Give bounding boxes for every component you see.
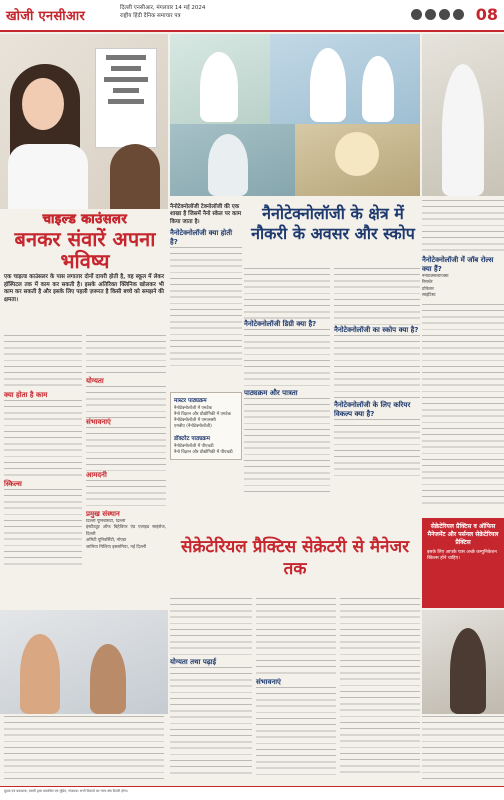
social-icons — [411, 9, 464, 20]
nanotech-col-1 — [244, 268, 330, 494]
job-roles-list — [422, 274, 504, 300]
subhead-what-is: नैनोटेक्नोलॉजी क्या होती है? — [170, 229, 233, 247]
counselor-col-1 — [4, 335, 82, 569]
dateline-text: दिल्ली एनसीआर, मंगलवार 14 मई 2024 — [120, 5, 206, 11]
facebook-icon[interactable] — [411, 9, 422, 20]
list-item: नैनोटेक्नोलॉजी में एमटेक — [174, 406, 212, 411]
nanotech-sidebar — [422, 200, 504, 504]
secretarial-col-1 — [170, 598, 252, 777]
secretarial-box-text: इसके लिए आपके पास अच्छे कम्युनिकेशन स्किल्स होने चाहिए। — [427, 550, 497, 562]
list-item: जामिया मिलिया इस्लामिया, नई दिल्ली — [86, 544, 146, 550]
list-item: नैनो विज्ञान और प्रौद्योगिकी में पीएचडी — [174, 450, 233, 455]
counselor-intro: एक चाइल्ड काउंसलर के पास लगातार दोनों दायरी होती है, वह स्कूल में लेकर हॉस्पिटल तक में काम कर सकती है। इसके अतिरिक्त क्लिनिक खोलकर भी काम कर सकती है और इसके लिए पहली ज़रूरत है किसी बच्चे को समझने की क्षमता। — [4, 274, 164, 303]
imprint-footer: मुद्रक एवं प्रकाशक, स्वामी द्वारा प्रकाशित एवं मुद्रित, संपादक: सभी विवादों का न्याय क्षेत्र दिल्ली होगा। — [0, 786, 504, 800]
subhead-eligibility: योग्यता तथा पढ़ाई — [170, 658, 217, 666]
list-item: साइंटिस्ट — [422, 293, 436, 299]
list-item: नैनोटेक्नोलॉजिस्ट — [422, 274, 449, 279]
youtube-icon[interactable] — [453, 9, 464, 20]
tagline-text: राष्ट्रीय हिंदी दैनिक समाचार पत्र — [120, 13, 181, 19]
nanotech-headline: नैनोटेक्नोलॉजी के क्षेत्र में नौकरी के अवसर और स्कोप — [251, 204, 415, 243]
counselor-photo — [0, 34, 168, 209]
secretarial-col-3 — [340, 598, 420, 778]
nanotech-col-2 — [334, 268, 420, 479]
secretarial-col-2 — [256, 598, 336, 777]
subhead-skills: स्किल्स — [4, 480, 22, 488]
counselor-tail-text — [4, 716, 164, 782]
phd-courses-title: डॉक्टरेट पाठ्यक्रम — [174, 436, 210, 442]
subhead-career: नैनोटेक्नोलॉजी के लिए करियर विकल्प क्या है? — [334, 401, 411, 418]
courses-box — [170, 392, 242, 460]
list-item: रिसर्चर — [422, 280, 433, 286]
subhead-job-roles: नैनोटेक्नोलॉजी में जॉब रोल्स क्या हैं? — [422, 256, 494, 273]
subhead-income: आमदनी — [86, 471, 107, 479]
list-item: नैनो विज्ञान और प्रौद्योगिकी में एमटेक — [174, 412, 231, 417]
subhead-institutes: प्रमुख संस्थान — [86, 510, 120, 518]
subhead-course: पाठ्यक्रम और पात्रता — [244, 389, 298, 397]
nanotech-intro-text: नैनोटेक्नोलॉजी टेक्नोलॉजी की एक शाखा है जिसमें नैनो स्केल पर काम किया जाता है। — [170, 204, 242, 225]
list-item: एमबीए (नैनोटेक्नोलॉजी) — [174, 424, 212, 429]
list-item: नैनोटेक्नोलॉजी में पीएचडी — [174, 444, 214, 449]
sidebar-tail-text — [422, 716, 504, 782]
subhead-qualification: योग्यता — [86, 377, 104, 385]
secretarial-box-headline: सेक्रेटेरियल प्रैक्टिस व ऑफिस मैनेजमेंट और पर्सनल सेक्रेटेरियल प्रैक्टिस — [427, 523, 499, 546]
counselor-kicker: चाइल्ड काउंसलर — [42, 212, 128, 227]
kids-counseling-photo — [0, 610, 168, 714]
lab-photo — [422, 34, 504, 196]
dateline — [120, 4, 205, 20]
institute-list — [86, 519, 166, 551]
list-item: प्रोफेसर — [422, 286, 434, 292]
counselor-headline: बनकर संवारें अपना भविष्य — [14, 227, 156, 273]
nanotech-intro — [170, 204, 242, 367]
subhead-sec-prospects: संभावनाएं — [256, 678, 281, 686]
list-item: दिल्ली यूनिवर्सिटी, दिल्ली — [86, 519, 126, 524]
masthead — [0, 0, 504, 32]
secretarial-headline: सेक्रेटेरियल प्रैक्टिस सेक्रेटरी से मैनेजर तक — [180, 537, 410, 579]
master-courses-title: मास्टर पाठ्यक्रम — [174, 398, 207, 404]
subhead-degree: नैनोटेक्नोलॉजी डिग्री क्या है? — [244, 320, 317, 328]
secretarial-highlight-box — [422, 518, 504, 608]
twitter-icon[interactable] — [425, 9, 436, 20]
brand-title: खोजी एनसीआर — [6, 9, 86, 24]
list-item: नैनोटेक्नोलॉजी में एमएससी — [174, 418, 216, 423]
page-number: 08 — [475, 5, 498, 24]
subhead-work: क्या होता है काम — [4, 391, 48, 399]
list-item: इंस्टीट्यूट ऑफ बिहेवियर एंड एलाइड साइंसेज, दिल्ली — [86, 525, 166, 537]
nanotech-photo-collage — [170, 34, 420, 196]
instagram-icon[interactable] — [439, 9, 450, 20]
subhead-scope: नैनोटेक्नोलॉजी का स्कोप क्या है? — [334, 326, 419, 334]
subhead-prospects: संभावनाएं — [86, 418, 111, 426]
office-photo — [422, 610, 504, 714]
list-item: अमिटी यूनिवर्सिटी, नोएडा — [86, 538, 127, 544]
counselor-col-2 — [86, 335, 166, 551]
secretarial-headline-block — [170, 536, 420, 594]
